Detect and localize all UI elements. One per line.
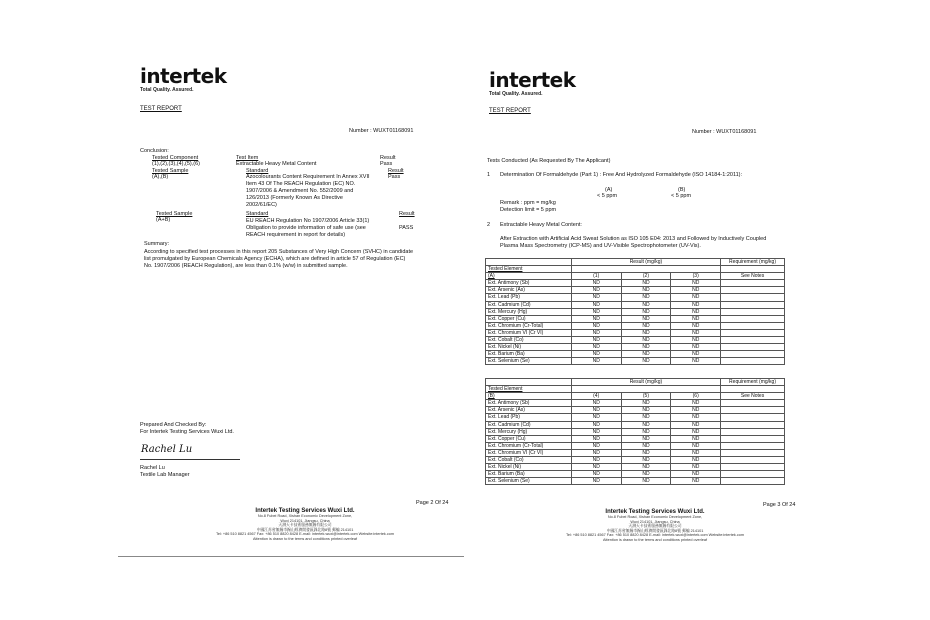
result-value: ND xyxy=(571,315,621,322)
page-footer: Intertek Testing Services Wuxi Ltd. No.8 Fubei Road, Xishan Economic Development Zone, Wuxi 214101, Jiangsu, China 天测天卡技術服務無錫有限公司 中國江苏省無錫市錫山經濟開發區鋒北路8號 郵編 214101 Tel: +86 510 8821 4567 Fax: +86 510 8820 8428 E-mail: intertek.wuxi@intertek.com Website:intertek.com Attention is drawn to the terms and conditions printed overleaf xyxy=(485,509,825,543)
result-value: ND xyxy=(571,287,621,294)
tested-sample-label-2: Tested Sample xyxy=(156,211,193,217)
result-value: ND xyxy=(621,344,671,351)
result-value: ND xyxy=(671,315,721,322)
result-value: ND xyxy=(671,344,721,351)
result-value: ND xyxy=(671,294,721,301)
table-row xyxy=(486,294,785,301)
report-title: TEST REPORT xyxy=(489,108,531,114)
tested-sample-value-2: (A+B) xyxy=(156,217,171,223)
result-value: ND xyxy=(671,421,721,428)
result-value: ND xyxy=(571,471,621,478)
table-row xyxy=(486,301,785,308)
table-header-row xyxy=(486,393,785,400)
table-cell xyxy=(721,329,785,336)
table-row xyxy=(486,351,785,358)
result-value: ND xyxy=(671,457,721,464)
element-name: Ext. Chromium VI (Cr VI) xyxy=(486,329,572,336)
test1-number: 1 xyxy=(487,172,491,178)
result-header: Result (mg/kg) xyxy=(571,379,720,386)
table-cell xyxy=(721,337,785,344)
signer-name: Rachel Lu xyxy=(140,465,165,471)
result-value: ND xyxy=(621,322,671,329)
element-name: Ext. Copper (Cu) xyxy=(486,435,572,442)
table-row xyxy=(486,287,785,294)
table-cell xyxy=(721,386,785,393)
requirement-note: See Notes xyxy=(721,273,785,280)
element-name: Ext. Barium (Ba) xyxy=(486,351,572,358)
page-number: Page 3 Of 24 xyxy=(763,502,796,508)
intertek-logo: intertek Total Quality. Assured. xyxy=(140,64,227,93)
element-name: Ext. Cobalt (Co) xyxy=(486,337,572,344)
result-label-2: Result xyxy=(388,168,404,174)
result-value: ND xyxy=(571,464,621,471)
table-header-row xyxy=(486,266,785,273)
summary-text: According to specified test processes in this report 205 Substances of Very High Concern (SVHC) in candidate list promulgated by European Chemicals Agency (ECHA), which are defined in article 57 of Regulation (EC) No. 1907/2006 (REACH Regulation), are less than 0.1% (w/w) in submitted sample. xyxy=(144,249,414,269)
heavy-metal-table-a xyxy=(485,258,785,365)
result-value: ND xyxy=(571,457,621,464)
result-value: ND xyxy=(671,471,721,478)
standard-text-2: EU REACH Regulation No 1907/2006 Article 33(1) Obligation to provide information of safe use (see REACH requirement in report for details) xyxy=(246,218,370,238)
result-value: ND xyxy=(621,457,671,464)
intertek-logo: intertek Total Quality. Assured. xyxy=(489,68,576,97)
tested-element-header: Tested Element xyxy=(486,266,572,273)
table-cell xyxy=(721,464,785,471)
element-name: Ext. Nickel (Ni) xyxy=(486,344,572,351)
signature-line xyxy=(140,459,240,460)
remark: Remark : ppm = mg/kg xyxy=(500,200,556,206)
standard-label-2: Standard xyxy=(246,211,269,217)
test2-number: 2 xyxy=(487,222,491,228)
table-row xyxy=(486,358,785,365)
element-name: Ext. Antimony (Sb) xyxy=(486,400,572,407)
element-name: Ext. Selenium (Se) xyxy=(486,358,572,365)
test-item-label: Test Item xyxy=(236,155,259,161)
result-value: ND xyxy=(621,414,671,421)
result-value: ND xyxy=(671,358,721,365)
result-value: ND xyxy=(571,449,621,456)
element-name: Ext. Selenium (Se) xyxy=(486,478,572,485)
result-label-3: Result xyxy=(399,211,415,217)
report-number: Number : WUXT01168091 xyxy=(692,129,757,135)
footer-company: Intertek Testing Services Wuxi Ltd. xyxy=(605,509,705,515)
tests-conducted: Tests Conducted (As Requested By The Applicant) xyxy=(487,158,611,164)
result-value: ND xyxy=(671,329,721,336)
tested-component-label: Tested Component xyxy=(152,155,199,161)
report-page-3 xyxy=(485,60,825,550)
result-value: ND xyxy=(671,414,721,421)
sample-label: (A) xyxy=(486,273,572,280)
table-cell xyxy=(721,344,785,351)
element-name: Ext. Cadmium (Cd) xyxy=(486,301,572,308)
result-value: ND xyxy=(621,471,671,478)
summary-label: Summary: xyxy=(144,241,170,247)
table-row xyxy=(486,329,785,336)
result-value: ND xyxy=(621,428,671,435)
table-row xyxy=(486,471,785,478)
element-name: Ext. Lead (Pb) xyxy=(486,294,572,301)
table-header-row xyxy=(486,386,785,393)
result-value: ND xyxy=(671,449,721,456)
result-value: ND xyxy=(621,287,671,294)
table-row xyxy=(486,421,785,428)
table-row xyxy=(486,337,785,344)
result-value: ND xyxy=(671,435,721,442)
result-value: ND xyxy=(671,464,721,471)
table-cell xyxy=(721,471,785,478)
result-value: ND xyxy=(571,322,621,329)
element-name: Ext. Chromium (Cr-Total) xyxy=(486,442,572,449)
report-page-2 xyxy=(135,60,475,550)
table-cell xyxy=(486,379,572,386)
table-header-row xyxy=(486,379,785,386)
table-cell xyxy=(721,280,785,287)
requirement-note: See Notes xyxy=(721,393,785,400)
result-value-1: Pass xyxy=(380,161,393,167)
result-value: ND xyxy=(571,358,621,365)
test1-col-b: (B) xyxy=(678,187,686,193)
test1-value-a: < 5 ppm xyxy=(597,193,618,199)
prepared-for: For Intertek Testing Services Wuxi Ltd. xyxy=(140,429,234,435)
requirement-header: Requirement (mg/kg) xyxy=(721,259,785,266)
result-value: ND xyxy=(571,428,621,435)
sample-label: (B) xyxy=(486,393,572,400)
table-cell xyxy=(571,386,720,393)
result-value: ND xyxy=(621,449,671,456)
result-value: ND xyxy=(571,414,621,421)
column-label: (1) xyxy=(571,273,621,280)
table-cell xyxy=(721,435,785,442)
result-value: ND xyxy=(571,294,621,301)
result-value: ND xyxy=(571,308,621,315)
result-value: ND xyxy=(621,442,671,449)
result-value: ND xyxy=(571,478,621,485)
table-cell xyxy=(721,322,785,329)
table-cell xyxy=(571,266,720,273)
table-row xyxy=(486,344,785,351)
result-value: ND xyxy=(671,478,721,485)
result-value: ND xyxy=(621,351,671,358)
table-cell xyxy=(486,259,572,266)
requirement-header: Requirement (mg/kg) xyxy=(721,379,785,386)
table-cell xyxy=(721,400,785,407)
element-name: Ext. Chromium VI (Cr VI) xyxy=(486,449,572,456)
column-label: (5) xyxy=(621,393,671,400)
table-row xyxy=(486,407,785,414)
result-value: ND xyxy=(621,478,671,485)
result-value: ND xyxy=(571,442,621,449)
test1-value-b: < 5 ppm xyxy=(671,193,692,199)
report-number: Number : WUXT01168091 xyxy=(349,128,414,134)
result-value: ND xyxy=(621,421,671,428)
element-name: Ext. Mercury (Hg) xyxy=(486,428,572,435)
table-cell xyxy=(721,358,785,365)
result-value: ND xyxy=(671,428,721,435)
result-value: ND xyxy=(621,435,671,442)
table-cell xyxy=(721,414,785,421)
element-name: Ext. Cadmium (Cd) xyxy=(486,421,572,428)
element-name: Ext. Cobalt (Co) xyxy=(486,457,572,464)
table-row xyxy=(486,478,785,485)
result-value: ND xyxy=(571,337,621,344)
table-header-row xyxy=(486,273,785,280)
conclusion-label: Conclusion: xyxy=(140,148,169,154)
test-item-value: Extractable Heavy Metal Content xyxy=(236,161,317,167)
result-value: ND xyxy=(671,351,721,358)
table-cell xyxy=(721,478,785,485)
tested-element-header: Tested Element xyxy=(486,386,572,393)
table-cell xyxy=(721,449,785,456)
result-value: ND xyxy=(571,435,621,442)
result-value: ND xyxy=(621,358,671,365)
table-row xyxy=(486,308,785,315)
element-name: Ext. Copper (Cu) xyxy=(486,315,572,322)
result-value: ND xyxy=(671,308,721,315)
footer-company: Intertek Testing Services Wuxi Ltd. xyxy=(255,508,355,514)
result-value-2: Pass xyxy=(388,174,401,180)
result-value: ND xyxy=(621,294,671,301)
result-value: ND xyxy=(621,329,671,336)
result-value: ND xyxy=(671,280,721,287)
result-value-3: PASS xyxy=(399,225,414,231)
result-header: Result (mg/kg) xyxy=(571,259,720,266)
table-row xyxy=(486,280,785,287)
column-label: (6) xyxy=(671,393,721,400)
test1-col-a: (A) xyxy=(605,187,613,193)
result-value: ND xyxy=(671,407,721,414)
result-value: ND xyxy=(571,301,621,308)
signer-title: Textile Lab Manager xyxy=(140,472,190,478)
tested-component-value: (1),(2),(3),(4),(5),(6) xyxy=(152,161,200,167)
table-cell xyxy=(721,428,785,435)
result-value: ND xyxy=(671,400,721,407)
table-cell xyxy=(721,407,785,414)
table-row xyxy=(486,449,785,456)
result-value: ND xyxy=(671,322,721,329)
result-value: ND xyxy=(621,407,671,414)
element-name: Ext. Arsenic (As) xyxy=(486,287,572,294)
logo-tagline: Total Quality. Assured. xyxy=(140,87,194,93)
result-value: ND xyxy=(671,337,721,344)
table-row xyxy=(486,315,785,322)
page-bottom-rule xyxy=(118,556,464,557)
element-name: Ext. Antimony (Sb) xyxy=(486,280,572,287)
result-value: ND xyxy=(571,351,621,358)
tested-sample-value-1: (A),(B) xyxy=(152,174,169,180)
element-name: Ext. Chromium (Cr-Total) xyxy=(486,322,572,329)
result-value: ND xyxy=(621,464,671,471)
table-cell xyxy=(721,457,785,464)
element-name: Ext. Barium (Ba) xyxy=(486,471,572,478)
result-value: ND xyxy=(671,301,721,308)
table-cell xyxy=(721,294,785,301)
element-name: Ext. Arsenic (As) xyxy=(486,407,572,414)
column-label: (3) xyxy=(671,273,721,280)
table-cell xyxy=(721,442,785,449)
result-value: ND xyxy=(571,400,621,407)
tested-sample-label-1: Tested Sample xyxy=(152,168,189,174)
table-row xyxy=(486,414,785,421)
column-label: (4) xyxy=(571,393,621,400)
table-row xyxy=(486,457,785,464)
result-label-1: Result xyxy=(380,155,396,161)
result-value: ND xyxy=(571,344,621,351)
table-row xyxy=(486,428,785,435)
result-value: ND xyxy=(671,442,721,449)
logo-tagline: Total Quality. Assured. xyxy=(489,91,543,97)
page-footer: Intertek Testing Services Wuxi Ltd. No.8 Fubei Road, Xishan Economic Development Zone, Wuxi 214101, Jiangsu, China 天测天卡技術服務無錫有限公司 中國江苏省無錫市錫山經濟開發區鋒北路8號 郵編 214101 Tel: +86 510 8821 4567 Fax: +86 510 8820 8428 E-mail: intertek.wuxi@intertek.com Website:intertek.com Attention is drawn to the terms and conditions printed overleaf xyxy=(135,508,475,542)
table-row xyxy=(486,442,785,449)
table-cell xyxy=(721,301,785,308)
detection-limit: Detection limit = 5 ppm xyxy=(500,207,557,213)
result-value: ND xyxy=(621,308,671,315)
table-row xyxy=(486,322,785,329)
table-row xyxy=(486,400,785,407)
result-value: ND xyxy=(571,421,621,428)
report-title: TEST REPORT xyxy=(140,106,182,112)
result-value: ND xyxy=(621,337,671,344)
test2-title: Extractable Heavy Metal Content: xyxy=(500,222,582,228)
element-name: Ext. Lead (Pb) xyxy=(486,414,572,421)
result-value: ND xyxy=(621,280,671,287)
table-cell xyxy=(721,315,785,322)
heavy-metal-table-b xyxy=(485,378,785,485)
table-cell xyxy=(721,266,785,273)
result-value: ND xyxy=(571,329,621,336)
page-number: Page 2 Of 24 xyxy=(416,500,449,506)
test2-description: After Extraction with Artificial Acid Sweat Solution as ISO 105 E04: 2013 and Followed by Inductively Coupled Plasma Mass Spectrometry (ICP-MS) and UV-Visible Spectrophotometer (UV-Vis). xyxy=(500,236,767,249)
element-name: Ext. Mercury (Hg) xyxy=(486,308,572,315)
result-value: ND xyxy=(621,400,671,407)
table-header-row xyxy=(486,259,785,266)
result-value: ND xyxy=(621,315,671,322)
signature: Rachel Lu xyxy=(141,444,193,455)
table-cell xyxy=(721,287,785,294)
standard-text-1: Azocolourants Content Requirement In Annex XVII Item 43 Of The REACH Regulation (EC) NO. 1907/2006 & Amendment No. 552/2009 and 126/2013 (Formerly Known As Directive 2002/61/EC) xyxy=(246,174,370,208)
table-cell xyxy=(721,421,785,428)
table-cell xyxy=(721,351,785,358)
table-row xyxy=(486,464,785,471)
result-value: ND xyxy=(571,407,621,414)
column-label: (2) xyxy=(621,273,671,280)
result-value: ND xyxy=(571,280,621,287)
element-name: Ext. Nickel (Ni) xyxy=(486,464,572,471)
standard-label-1: Standard xyxy=(246,168,269,174)
result-value: ND xyxy=(671,287,721,294)
prepared-by: Prepared And Checked By: xyxy=(140,422,207,428)
table-cell xyxy=(721,308,785,315)
table-row xyxy=(486,435,785,442)
test1-title: Determination Of Formaldehyde (Part 1) : Free And Hydrolyzed Formaldehyde (ISO 14184-1:2011): xyxy=(500,172,743,178)
result-value: ND xyxy=(621,301,671,308)
